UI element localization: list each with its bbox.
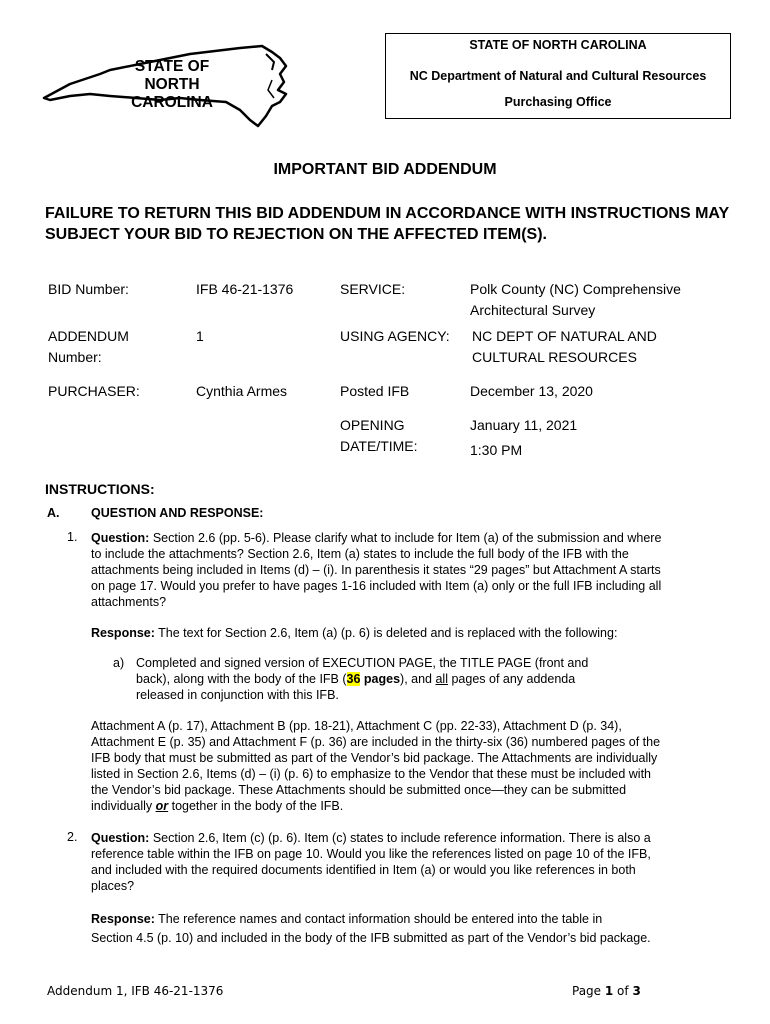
sub-item-a: Completed and signed version of EXECUTION PAGE, the TITLE PAGE (front and back), along with the body of the IFB (36 pages), and all pages of any addenda released in conjunction with this IFB. — [136, 656, 589, 702]
box-state: STATE OF NORTH CAROLINA — [469, 38, 647, 52]
box-department: NC Department of Natural and Cultural Resources — [409, 69, 707, 83]
agency-header-box — [385, 33, 731, 119]
question-1: Question: Section 2.6 (pp. 5-6). Please clarify what to include for Item (a) of the submission and where to include the attachments? Section 2.6, Item (a) states to include the full body of the IFB with the attachments being included in Items (d) – (i). In parenthesis it states “29 pages” but Attachment A starts on page 17. Would you prefer to have pages 1-16 included with Item (a) only or the full IFB including all attachments? — [91, 531, 662, 609]
bid-number-value: IFB 46-21-1376 — [196, 281, 294, 297]
footer-reference: Addendum 1, IFB 46-21-1376 — [47, 984, 224, 998]
section-title: QUESTION AND RESPONSE: — [91, 506, 264, 520]
response-1: Response: The text for Section 2.6, Item (a) (p. 6) is deleted and is replaced with the following: — [91, 626, 618, 640]
item-number: 1. — [67, 530, 78, 544]
section-letter: A. — [47, 506, 60, 520]
service-label: SERVICE: — [340, 281, 406, 297]
sub-item-marker: a) — [113, 656, 125, 670]
bid-number-label: BID Number: — [48, 281, 129, 297]
response-2: Response: The reference names and contact information should be entered into the table in Section 4.5 (p. 10) and included in the body of the IFB submitted as part of the Vendor’s bid package. — [91, 912, 651, 945]
opening-label: OPENING DATE/TIME: — [340, 417, 418, 454]
map-label: STATE OF NORTH CAROLINA — [131, 58, 213, 111]
agency-value: NC DEPT OF NATURAL AND CULTURAL RESOURCES — [472, 328, 657, 365]
opening-value: January 11, 2021 1:30 PM — [470, 417, 578, 458]
service-value: Polk County (NC) Comprehensive Architectural Survey — [470, 281, 681, 318]
addendum-value: 1 — [196, 328, 204, 344]
page-number: Page 1 of 3 — [572, 984, 641, 998]
instructions-heading: INSTRUCTIONS: — [45, 481, 155, 497]
document-title: IMPORTANT BID ADDENDUM — [273, 161, 497, 178]
agency-label: USING AGENCY: — [340, 328, 450, 344]
attachments-paragraph: Attachment A (p. 17), Attachment B (pp. 18-21), Attachment C (pp. 22-33), Attachment D (p. 34), Attachment E (p. 35) and Attachment F (p. 36) are included in the thirty-six (36) numbered pages of the IFB body that must be submitted as part of the Vendor’s bid package. The Attachments are individually listed in Section 2.6, Items (d) – (i) (p. 6) to emphasize to the Vendor that these must be included with the Vendor’s bid package. These Attachments should be submitted once—they can be submitted individually or together in the body of the IFB. — [91, 719, 661, 813]
purchaser-label: PURCHASER: — [48, 383, 140, 399]
rejection-warning: FAILURE TO RETURN THIS BID ADDENDUM IN ACCORDANCE WITH INSTRUCTIONS MAY SUBJECT YOUR BID TO REJECTION ON THE AFFECTED ITEM(S). — [45, 205, 729, 243]
posted-value: December 13, 2020 — [470, 383, 593, 399]
item-number: 2. — [67, 830, 78, 844]
posted-label: Posted IFB — [340, 383, 410, 399]
box-office: Purchasing Office — [504, 95, 612, 109]
addendum-label: ADDENDUM Number: — [48, 328, 129, 365]
purchaser-value: Cynthia Armes — [196, 383, 288, 399]
question-2: Question: Section 2.6, Item (c) (p. 6). Item (c) states to include reference information. There is also a reference table within the IFB on page 10. Would you like the references listed on page 10 of the IFB, and included with the required documents identified in Item (a) or would you like references in both places? — [91, 831, 651, 893]
highlighted-page-count: 36 — [346, 672, 361, 686]
